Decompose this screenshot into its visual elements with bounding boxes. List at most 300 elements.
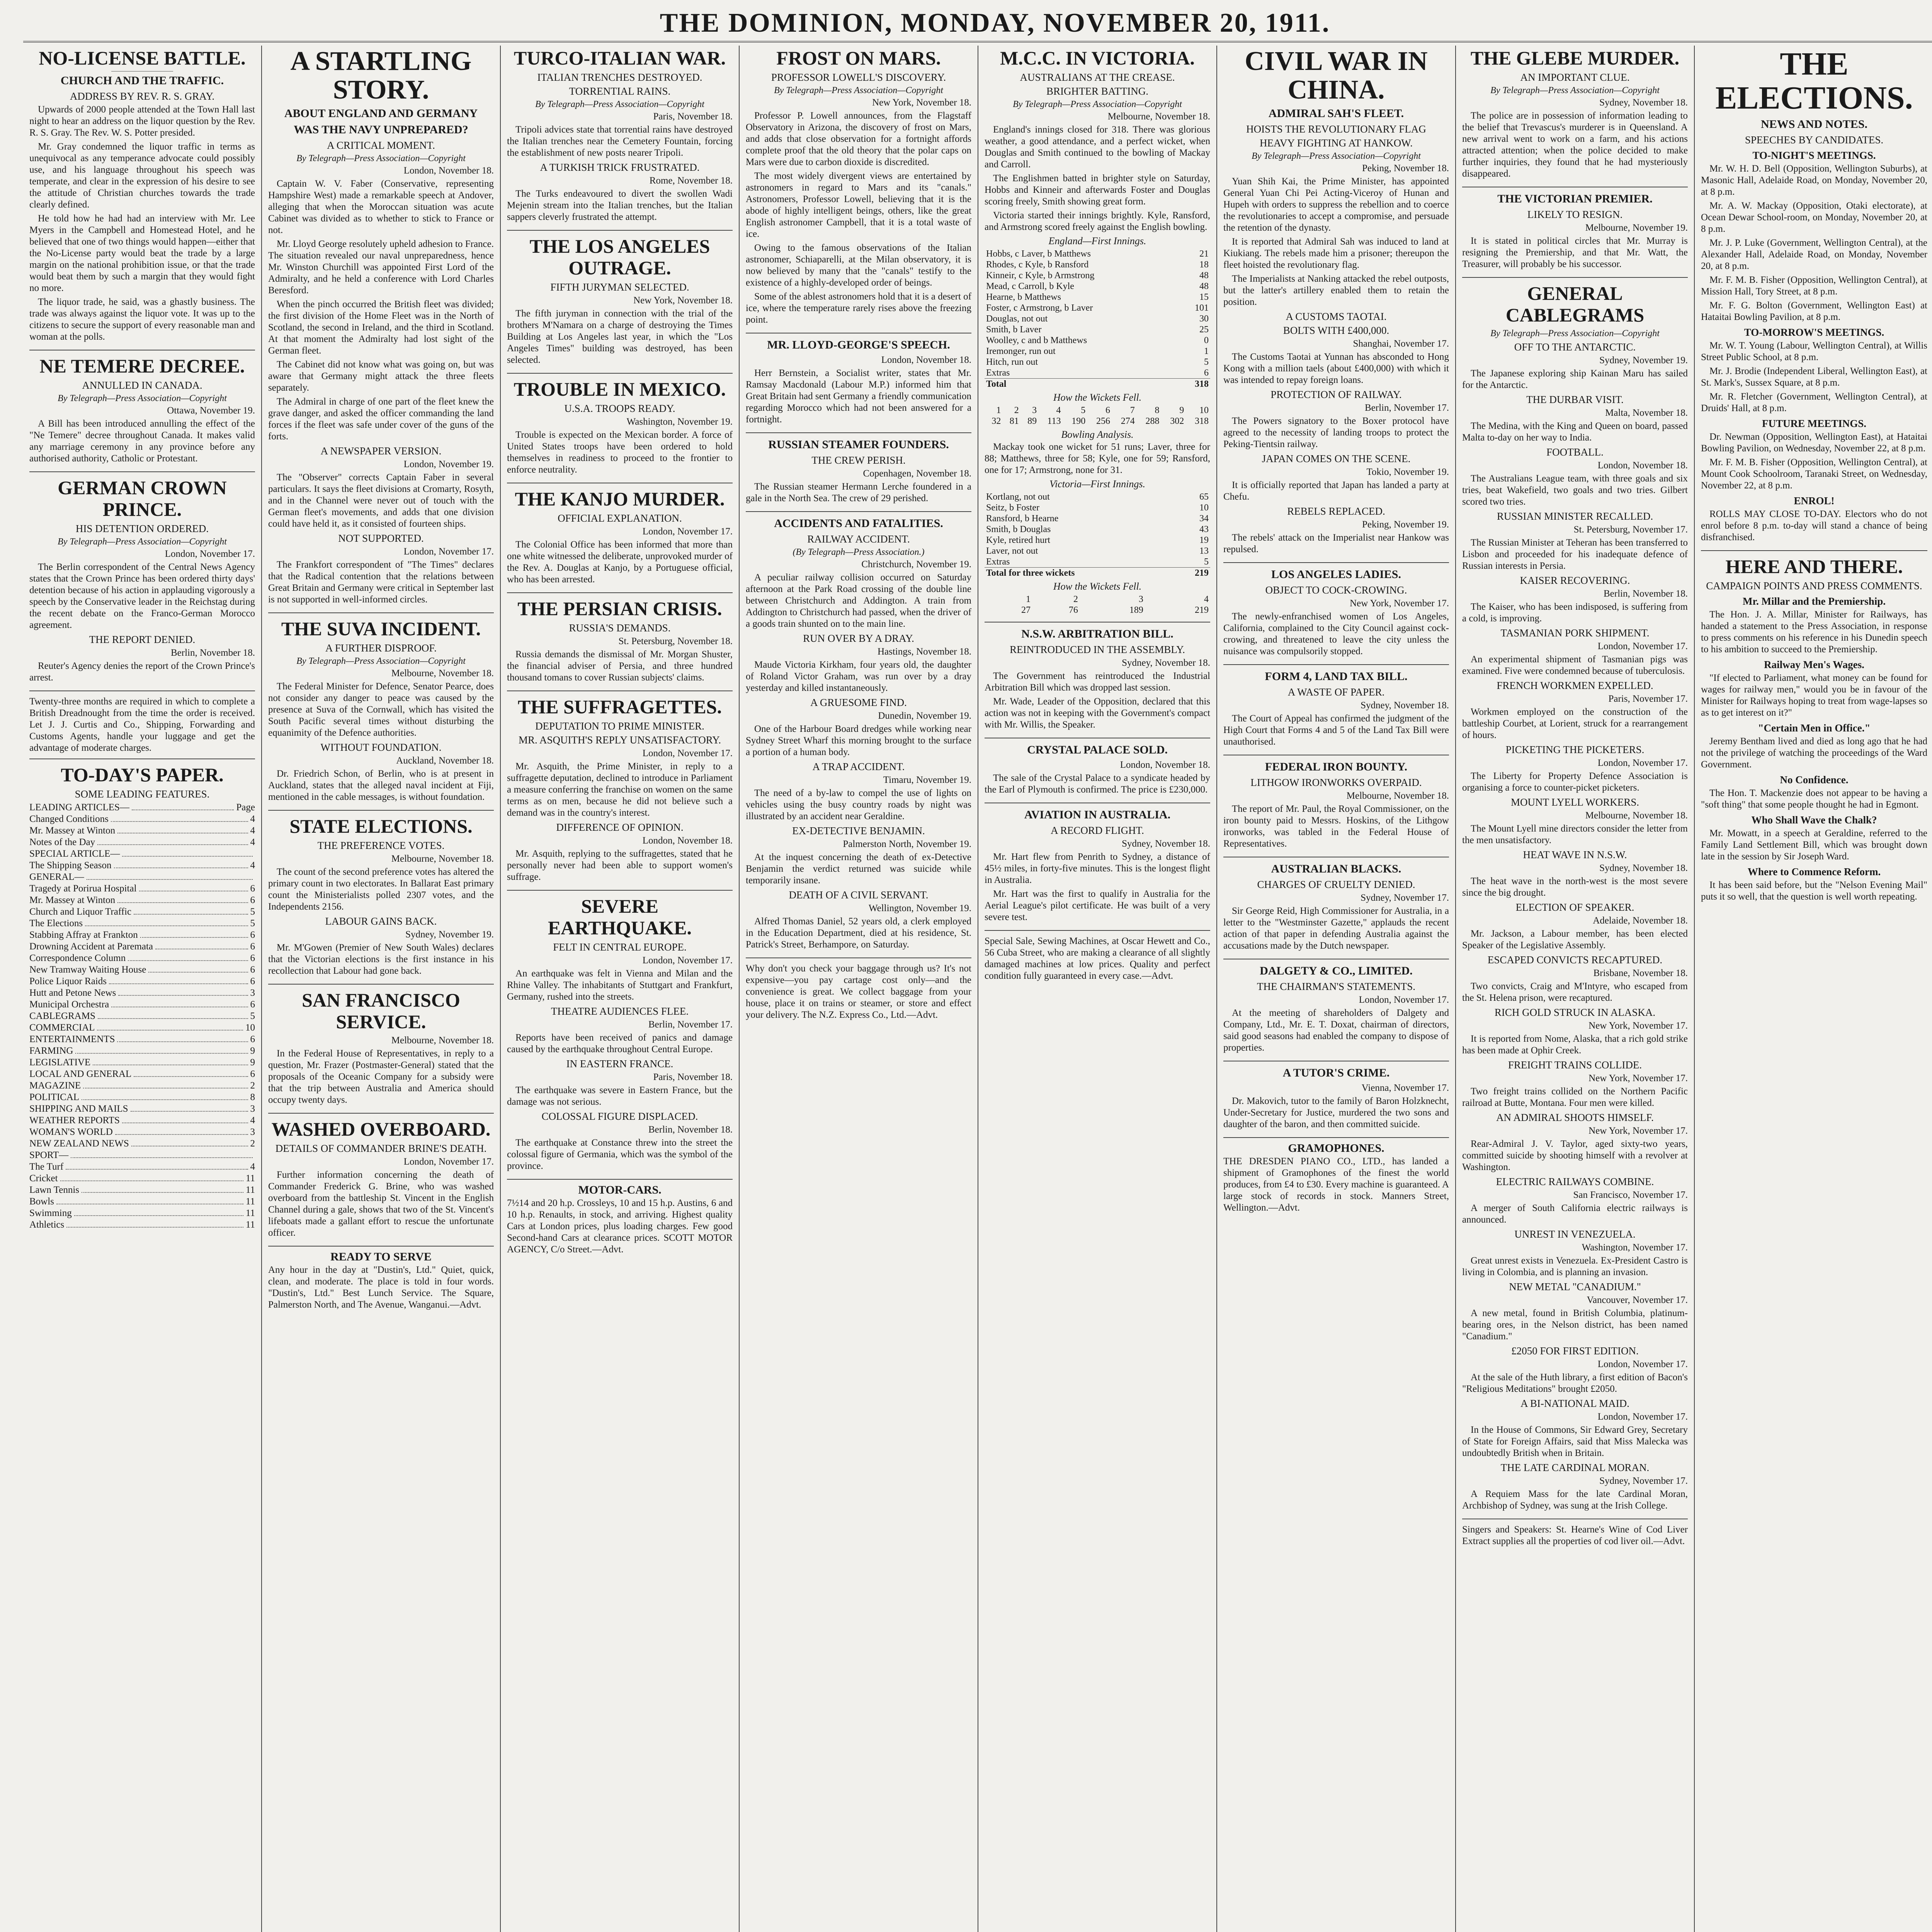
- paragraph: The most widely divergent views are entertained by astronomers in regard to Mars and its "canals." Astronomers, Professor Lowell, believing that it is the abode of highly intelligent beings, others, like the great English astronomer Campbell, that it is a total waste of ice.: [746, 171, 971, 239]
- subheading: LIKELY TO RESIGN.: [1527, 209, 1623, 220]
- paragraph: The Englishmen batted in brighter style on Saturday, Hobbs and Kinneir and afterwards Foster and Douglas scoring freely, Smith showing great form.: [985, 173, 1210, 207]
- ad-title: READY TO SERVE: [330, 1250, 432, 1263]
- subheading: MOUNT LYELL WORKERS.: [1510, 796, 1639, 808]
- dateline: Rome, November 18.: [649, 175, 733, 186]
- headline: CIVIL WAR IN CHINA.: [1245, 46, 1428, 105]
- index-row: [29, 1219, 255, 1231]
- credit-line: By Telegraph—Press Association—Copyright: [58, 537, 227, 547]
- paragraph: Mr. Wade, Leader of the Opposition, declared that this action was not in keeping with the Government's compact with Mr. Willis, the Speaker.: [985, 696, 1210, 730]
- scorecard-title: England—First Innings.: [1048, 235, 1146, 247]
- dateline: Paris, November 17.: [1608, 694, 1688, 704]
- subheading: REINTRODUCED IN THE ASSEMBLY.: [1010, 644, 1185, 655]
- headline: MR. LLOYD-GEORGE'S SPEECH.: [767, 338, 950, 351]
- paragraph: The need of a by-law to compel the use of lights on vehicles using the busy country roads by night was illustrated by an accident near Geraldine.: [746, 788, 971, 821]
- subheading: BRIGHTER BATTING.: [1046, 85, 1148, 97]
- subheading: ANNULLED IN CANADA.: [82, 379, 202, 391]
- paragraph: Mr. M'Gowen (Premier of New South Wales) declares that the Victorian elections is the first instance in his recollection that Labour had gone back.: [268, 942, 494, 976]
- score-row: [985, 324, 1210, 335]
- paragraph: Reuter's Agency denies the report of the Crown Prince's arrest.: [29, 661, 255, 683]
- subheading: AN ADMIRAL SHOOTS HIMSELF.: [1496, 1112, 1654, 1123]
- dot-leader: [139, 883, 248, 891]
- subheading: MR. ASQUITH'S REPLY UNSATISFACTORY.: [518, 734, 721, 746]
- section-heading: Who Shall Wave the Chalk?: [1751, 814, 1877, 826]
- dot-leader: [56, 1196, 243, 1204]
- paragraph: The report of Mr. Paul, the Royal Commissioner, on the iron bounty paid to Messrs. Hoskins, of the Lithgow ironworks, was tabled in the Federal House of Representatives.: [1223, 804, 1449, 849]
- subheading: REBELS REPLACED.: [1287, 505, 1385, 517]
- subheading: NEW METAL "CANADIUM.": [1509, 1281, 1641, 1293]
- index-row: [29, 825, 255, 837]
- paragraph: The Mount Lyell mine directors consider the letter from the men unsatisfactory.: [1462, 823, 1688, 845]
- index-label: LEGISLATIVE: [29, 1057, 91, 1068]
- index-label: FARMING: [29, 1046, 73, 1056]
- headline: CRYSTAL PALACE SOLD.: [1027, 743, 1168, 756]
- article-nsw-arbitration-bill: [985, 627, 1210, 738]
- column-6: [1217, 46, 1456, 1932]
- dot-leader: [132, 802, 234, 810]
- paragraph: The liquor trade, he said, was a ghastly business. The trade was always against the liquor vote. It was up to the citizens to secure the support of every reasonable man and woman at the polls.: [29, 297, 255, 342]
- credit-line: By Telegraph—Press Association—Copyright: [296, 153, 466, 163]
- dot-leader: [87, 871, 253, 880]
- index-page: 10: [245, 1022, 255, 1033]
- index-page: 6: [250, 895, 255, 905]
- paragraph: Tripoli advices state that torrential rains have destroyed the Italian trenches near the Cemetery Fountain, forcing the establishment of new posts nearer Tripoli.: [507, 124, 733, 158]
- ad-title: GRAMOPHONES.: [1288, 1142, 1384, 1155]
- dateline: London, November 17.: [1597, 758, 1688, 768]
- subheading: FOOTBALL.: [1546, 446, 1604, 458]
- index-row: [29, 802, 255, 813]
- runs: 34: [1199, 514, 1209, 524]
- wicket-runs: 302: [1170, 416, 1184, 426]
- wicket-number: 6: [1105, 405, 1110, 415]
- paragraph: Yuan Shih Kai, the Prime Minister, has appointed General Yuan Chi Pei Acting-Viceroy of Hunan and Hupeh with orders to suppress the rebellion and to coerce the revolutionaries to accept a compromise, and persuade the retention of the dynasty.: [1223, 176, 1449, 233]
- score-row: [985, 502, 1210, 513]
- index-label: LOCAL AND GENERAL: [29, 1069, 132, 1079]
- subheading: NOT SUPPORTED.: [338, 532, 424, 544]
- dateline: Melbourne, November 18.: [1346, 791, 1449, 801]
- paragraph: The Government has reintroduced the Industrial Arbitration Bill which was dropped last session.: [985, 671, 1210, 693]
- batsman: Hitch, run out: [986, 357, 1038, 367]
- paragraph: Workmen employed on the construction of the battleship Courbet, at Lorient, struck for a rearrangement of hours.: [1462, 707, 1688, 740]
- score-row: [985, 492, 1210, 502]
- subheading: THE CHAIRMAN'S STATEMENTS.: [1257, 981, 1415, 992]
- subheading: DETAILS OF COMMANDER BRINE'S DEATH.: [275, 1143, 487, 1154]
- article-victorian-premier: [1462, 192, 1688, 278]
- index-page: 5: [250, 918, 255, 929]
- paragraph: A Bill has been introduced annulling the effect of the "Ne Temere" decree throughout Canada. It makes valid any marriage ceremony in any province before any authorised authority, Catholic or Protestant.: [29, 418, 255, 464]
- runs: 48: [1199, 270, 1209, 281]
- wicket-runs: 219: [1195, 605, 1209, 615]
- subheading: RUSSIAN MINISTER RECALLED.: [1497, 510, 1653, 522]
- index-page: 6: [250, 964, 255, 975]
- subheading: OFF TO THE ANTARCTIC.: [1514, 341, 1636, 353]
- paragraph: The Colonial Office has been informed that more than one white witnessed the deliberate, unprovoked murder of the Rev. A. Douglas at Kanjo, by a Portuguese official, who has been arrested.: [507, 539, 733, 585]
- runs: 21: [1199, 249, 1209, 259]
- dot-leader: [97, 837, 248, 845]
- dateline: London, November 18.: [642, 835, 733, 846]
- index-label: ENTERTAINMENTS: [29, 1034, 115, 1044]
- dateline: London, November 17.: [165, 549, 255, 559]
- article-lloyd-george-speech: [746, 338, 971, 433]
- wicket-runs-row: [985, 416, 1210, 427]
- paragraph: The police are in possession of information leading to the belief that Trevascus's murderer is in Queensland. A new arrival went to work on a farm, and his actions attracted attention; when the police decided to make further inquiries, they found that he had mysteriously disappeared.: [1462, 111, 1688, 179]
- score-row: [985, 346, 1210, 357]
- headline: FEDERAL IRON BOUNTY.: [1265, 760, 1408, 773]
- section-heading: TO-MORROW'S MEETINGS.: [1744, 327, 1884, 338]
- article-ne-temere-decree: [29, 355, 255, 472]
- dot-leader: [66, 1219, 243, 1228]
- advertisement-gramophones: [1223, 1143, 1449, 1218]
- index-row: [29, 1080, 255, 1092]
- subheading: SOME LEADING FEATURES.: [75, 788, 210, 800]
- paragraph: The earthquake was severe in Eastern France, but the damage was not serious.: [507, 1085, 733, 1107]
- dateline: Paris, November 18.: [653, 111, 733, 122]
- dot-leader: [118, 987, 248, 996]
- index-row: [29, 999, 255, 1010]
- dateline: Washington, November 17.: [1582, 1242, 1688, 1253]
- index-label: Notes of the Day: [29, 837, 95, 847]
- index-page: 4: [250, 825, 255, 836]
- section-heading: Where to Commence Reform.: [1747, 866, 1881, 878]
- paragraph: The Admiral in charge of one part of the fleet knew the grave danger, and asked the officer commanding the land forces if the fleet was safe under cover of the guns of the forts.: [268, 396, 494, 442]
- subheading: FELT IN CENTRAL EUROPE.: [553, 941, 687, 953]
- runs: 1: [1204, 346, 1209, 356]
- paragraph: At the meeting of shareholders of Dalgety and Company, Ltd., Mr. E. T. Doxat, chairman of directors, said good seasons had enabled the company to dispose of properties.: [1223, 1008, 1449, 1053]
- headline: THE SUFFRAGETTES.: [518, 696, 722, 718]
- headline: NO-LICENSE BATTLE.: [39, 47, 246, 69]
- dateline: Berlin, November 17.: [1364, 403, 1449, 413]
- paragraph: Dr. Friedrich Schon, of Berlin, who is at present in Auckland, states that the alleged naval incident at Fiji, mentioned in the cable messages, is without foundation.: [268, 769, 494, 802]
- dateline: Sydney, November 18.: [1599, 863, 1688, 873]
- paragraph: Mr. Hart was the first to qualify in Australia for the Aerial League's pilot certificate. He was built of a very severe test.: [985, 889, 1210, 922]
- score-row: [985, 524, 1210, 535]
- index-label: Bowls: [29, 1196, 54, 1207]
- paragraph: The Court of Appeal has confirmed the judgment of the High Court that Forms 4 and 5 of the Land Tax Bill were unauthorised.: [1223, 713, 1449, 747]
- dateline: Paris, November 18.: [653, 1072, 733, 1082]
- index-page: 6: [250, 976, 255, 986]
- subheading: ELECTION OF SPEAKER.: [1515, 901, 1634, 913]
- dot-leader: [71, 1150, 253, 1158]
- dateline: New York, November 17.: [1350, 598, 1449, 609]
- subheading: A TURKISH TRICK FRUSTRATED.: [540, 162, 700, 173]
- paragraph: Mr. J. P. Luke (Government, Wellington Central), at the Alexander Hall, Adelaide Road, on Monday, November 20, at 8 p.m.: [1701, 238, 1927, 271]
- subheading: LABOUR GAINS BACK.: [325, 915, 437, 927]
- paragraph: Owing to the famous observations of the Italian astronomer, Schiaparelli, at the Milan observatory, it is now believed by many that the "canals" testify to the existence of a highly-developed order of beings.: [746, 243, 971, 288]
- wicket-number: 9: [1179, 405, 1184, 415]
- article-dalgety: [1223, 964, 1449, 1061]
- score-row: [985, 270, 1210, 281]
- paragraph: An experimental shipment of Tasmanian pigs was examined. Five were condemned because of tuberculosis.: [1462, 654, 1688, 676]
- dot-leader: [122, 1115, 248, 1123]
- credit-line: By Telegraph—Press Association—Copyright: [58, 393, 227, 403]
- dateline: Berlin, November 18.: [170, 648, 255, 658]
- dateline: Vancouver, November 17.: [1587, 1295, 1688, 1305]
- section-heading: Mr. Millar and the Premiership.: [1743, 595, 1886, 607]
- score-row: [985, 513, 1210, 524]
- index-label: MAGAZINE: [29, 1080, 81, 1091]
- dot-leader: [114, 860, 248, 868]
- wicket-runs: 89: [1027, 416, 1037, 426]
- batsman: Hobbs, c Laver, b Matthews: [986, 249, 1091, 259]
- index-row: [29, 837, 255, 848]
- paragraph: Dr. Makovich, tutor to the family of Baron Holzknecht, Under-Secretary for Justice, murdered the two sons and daughter of the baron, and then committed suicide.: [1223, 1096, 1449, 1129]
- section-heading: No Confidence.: [1780, 774, 1849, 786]
- index-label: WEATHER REPORTS: [29, 1115, 120, 1126]
- index-label: Tragedy at Porirua Hospital: [29, 883, 137, 894]
- subheading: ITALIAN TRENCHES DESTROYED.: [537, 71, 702, 83]
- batsman: Hearne, b Matthews: [986, 292, 1061, 302]
- headline: A TUTOR'S CRIME.: [1282, 1066, 1390, 1079]
- advertisement-sewing-machines: Special Sale, Sewing Machines, at Oscar Hewett and Co., 56 Cuba Street, who are making a clearance of all slightly damaged machines at low prices. Quality and perfect condition fully guaranteed in every case.—Advt.: [985, 936, 1210, 981]
- runs: 15: [1199, 292, 1209, 302]
- paragraph: Mr. F. G. Bolton (Government, Wellington East) at Hataitai Bowling Pavilion, at 8 p.m.: [1701, 300, 1927, 322]
- score-row: [985, 367, 1210, 379]
- paragraph: The Liberty for Property Defence Association is organising a force to counter-picket picketers.: [1462, 771, 1688, 793]
- dateline: Copenhagen, November 18.: [863, 468, 971, 479]
- runs: 30: [1199, 314, 1209, 324]
- ad-title: MOTOR-CARS.: [578, 1184, 662, 1196]
- headline: TO-DAY'S PAPER.: [61, 764, 224, 786]
- wicket-runs: 32: [992, 416, 1001, 426]
- dateline: Sydney, November 18.: [1122, 658, 1210, 668]
- subheading: LITHGOW IRONWORKS OVERPAID.: [1250, 777, 1422, 788]
- paragraph: The Hon. J. A. Millar, Minister for Railways, has handed a statement to the Press Association, in response to press comments on his reference in his Dunedin speech to his ambition to succeed to the Premiership.: [1701, 609, 1927, 655]
- batsman: Iremonger, run out: [986, 346, 1056, 356]
- dot-leader: [140, 929, 248, 938]
- index-page: 3: [250, 988, 255, 998]
- index-page: Page: [236, 802, 255, 813]
- index-page: 6: [250, 930, 255, 940]
- paragraph: The Medina, with the King and Queen on board, passed Malta to-day on her way to India.: [1462, 421, 1688, 443]
- index-row: [29, 1161, 255, 1173]
- paragraph: Mr. Gray condemned the liquor traffic in terms as unequivocal as any temperance advocate could possibly use, and his language throughout his speech was temperate, and clear in the expression of his desire to see the attitude of Christian churches towards the trade clearly defined.: [29, 141, 255, 210]
- batsman: Seitz, b Foster: [986, 503, 1039, 513]
- subheading: A RECORD FLIGHT.: [1051, 825, 1144, 836]
- runs: 25: [1199, 325, 1209, 335]
- score-row: [985, 556, 1210, 568]
- score-total: [985, 568, 1210, 579]
- subheading: HEAT WAVE IN N.S.W.: [1523, 849, 1627, 861]
- headline: SEVERE EARTHQUAKE.: [548, 895, 692, 939]
- runs: 0: [1204, 335, 1209, 345]
- dateline: London, November 17.: [1597, 1412, 1688, 1422]
- score-row: [985, 335, 1210, 346]
- headline: M.C.C. IN VICTORIA.: [1000, 47, 1195, 69]
- wicket-runs: 190: [1071, 416, 1086, 426]
- index-page: 5: [250, 1011, 255, 1021]
- section-heading: FUTURE MEETINGS.: [1762, 418, 1867, 429]
- index-row: [29, 813, 255, 825]
- subheading: RICH GOLD STRUCK IN ALASKA.: [1494, 1007, 1656, 1018]
- credit-line: By Telegraph—Press Association—Copyright: [1490, 85, 1660, 95]
- subheading: NEWS AND NOTES.: [1761, 118, 1867, 131]
- article-san-francisco-service: [268, 989, 494, 1114]
- columns: [23, 46, 1932, 1932]
- index-page: 6: [250, 941, 255, 952]
- paragraph: At the inquest concerning the death of ex-Detective Benjamin the verdict returned was suicide while temporarily insane.: [746, 852, 971, 886]
- wicket-number-row: [985, 594, 1210, 605]
- credit-line: (By Telegraph—Press Association.): [793, 547, 925, 557]
- dateline: Sydney, November 19.: [1599, 355, 1688, 366]
- advertisement-cod-liver: Singers and Speakers: St. Hearne's Wine of Cod Liver Extract supplies all the properties of cod liver oil.—Advt.: [1462, 1524, 1688, 1546]
- paragraph: It has been said before, but the "Nelson Evening Mail" puts it so well, that the question is well worth repeating.: [1701, 880, 1927, 902]
- column-1: [23, 46, 262, 1932]
- total-value: 219: [1175, 568, 1210, 579]
- article-persian-crisis: [507, 598, 733, 691]
- subheading: JAPAN COMES ON THE SCENE.: [1262, 453, 1411, 464]
- article-startling-story: [268, 47, 494, 613]
- headline: FORM 4, LAND TAX BILL.: [1265, 670, 1408, 683]
- paragraph: In the House of Commons, Sir Edward Grey, Secretary of State for Foreign Affairs, said that Miss Malecka was undoubtedly British when in Britain.: [1462, 1425, 1688, 1458]
- victoria-fall-of-wickets: [985, 594, 1210, 616]
- dateline: Malta, November 18.: [1605, 408, 1688, 418]
- article-here-and-there: [1701, 556, 1927, 910]
- wicket-runs: 274: [1121, 416, 1135, 426]
- wicket-number: 1: [996, 405, 1001, 415]
- batsman: Mead, c Carroll, b Kyle: [986, 281, 1074, 291]
- dot-leader: [131, 1103, 248, 1112]
- subheading: DIFFERENCE OF OPINION.: [556, 821, 684, 833]
- score-row: [985, 357, 1210, 367]
- dateline: Ottawa, November 19.: [167, 405, 255, 416]
- runs: 19: [1199, 535, 1209, 545]
- paragraph: The Customs Taotai at Yunnan has absconded to Hong Kong with a million taels (about £400,000) with which it was intended to repay foreign loans.: [1223, 352, 1449, 385]
- index-label: SPORT—: [29, 1150, 69, 1160]
- runs: 48: [1199, 281, 1209, 291]
- feature-index-list: [29, 802, 255, 1231]
- credit-line: By Telegraph—Press Association—Copyright: [1013, 99, 1182, 109]
- subheading: THE PREFERENCE VOTES.: [317, 840, 445, 851]
- paragraph: The Russian Minister at Teheran has been transferred to Lisbon and proceeded for his inadequate defence of Russian interests in Persia.: [1462, 537, 1688, 571]
- article-trouble-in-mexico: [507, 378, 733, 483]
- paragraph: Captain W. V. Faber (Conservative, representing Hampshire West) made a remarkable speech at Andover, alleging that when the Moroccan situation was acute Cabinet was divided as to whether to stick to France or not.: [268, 179, 494, 235]
- index-page: 8: [250, 1092, 255, 1102]
- index-row: [29, 1150, 255, 1161]
- headline: A STARTLING STORY.: [290, 46, 472, 105]
- wicket-number: 4: [1056, 405, 1061, 415]
- index-row: [29, 1173, 255, 1184]
- article-land-tax-bill: [1223, 670, 1449, 755]
- headline: TROUBLE IN MEXICO.: [514, 378, 726, 400]
- article-aviation-in-australia: [985, 808, 1210, 931]
- dateline: New York, November 17.: [1588, 1126, 1688, 1136]
- subheading: WITHOUT FOUNDATION.: [320, 742, 442, 753]
- subheading: WAS THE NAVY UNPREPARED?: [294, 123, 468, 136]
- subheading: IN EASTERN FRANCE.: [566, 1058, 673, 1070]
- dot-leader: [134, 906, 248, 915]
- index-label: Stabbing Affray at Frankton: [29, 930, 138, 940]
- subheading: THE LATE CARDINAL MORAN.: [1500, 1462, 1650, 1473]
- paragraph: Maude Victoria Kirkham, four years old, the daughter of Roland Victor Graham, was run over by a dray yesterday and killed instantaneously.: [746, 660, 971, 693]
- dot-leader: [98, 1010, 248, 1019]
- paragraph: Two freight trains collided on the Northern Pacific railroad at Butte, Montana. Four men were killed.: [1462, 1086, 1688, 1108]
- index-page: 3: [250, 1127, 255, 1137]
- index-row: [29, 848, 255, 860]
- index-label: Athletics: [29, 1219, 65, 1230]
- dateline: Berlin, November 18.: [648, 1124, 733, 1135]
- wicket-runs-row: [985, 605, 1210, 616]
- dateline: London, November 17.: [403, 546, 494, 557]
- paragraph: A Requiem Mass for the late Cardinal Moran, Archbishop of Sydney, was sung at the Irish College.: [1462, 1489, 1688, 1511]
- subheading: THEATRE AUDIENCES FLEE.: [551, 1005, 689, 1017]
- wicket-runs: 189: [1129, 605, 1143, 615]
- score-row: [985, 313, 1210, 324]
- article-suffragettes: [507, 696, 733, 891]
- batsman: Woolley, c and b Matthews: [986, 335, 1087, 345]
- dateline: London, November 18.: [403, 165, 494, 176]
- credit-line: By Telegraph—Press Association—Copyright: [535, 99, 704, 109]
- subheading: AUSTRALIANS AT THE CREASE.: [1020, 71, 1175, 83]
- subheading: A BI-NATIONAL MAID.: [1520, 1398, 1629, 1409]
- credit-line: By Telegraph—Press Association—Copyright: [774, 85, 943, 95]
- section-heading: "Certain Men in Office.": [1758, 722, 1871, 734]
- paragraph: The heat wave in the north-west is the most severe since the big drought.: [1462, 876, 1688, 898]
- dot-leader: [131, 1138, 248, 1146]
- runs: 5: [1204, 557, 1209, 567]
- index-page: 4: [250, 837, 255, 847]
- subheading: UNREST IN VENEZUELA.: [1514, 1228, 1636, 1240]
- paragraph: Reports have been received of panics and damage caused by the earthquake throughout Central Europe.: [507, 1032, 733, 1054]
- dateline: New York, November 17.: [1588, 1073, 1688, 1083]
- headline: THE LOS ANGELES OUTRAGE.: [529, 235, 710, 279]
- wicket-number: 7: [1130, 405, 1135, 415]
- wicket-number: 3: [1032, 405, 1037, 415]
- dateline: Adelaide, November 18.: [1593, 915, 1688, 926]
- dateline: Sydney, November 18.: [1361, 700, 1449, 711]
- index-row: [29, 1138, 255, 1150]
- paragraph: Mr. J. Brodie (Independent Liberal, Wellington East), at St. Mark's, Sussex Square, at 8 p.m.: [1701, 366, 1927, 388]
- paragraph: The Federal Minister for Defence, Senator Pearce, does not consider any danger to peace was caused by the presence at Suva of the Cornwall, which has visited the South Pacific several times without disturbing the equanimity of the Defence authorities.: [268, 681, 494, 738]
- index-row: [29, 1010, 255, 1022]
- index-row: [29, 1208, 255, 1219]
- subheading: OBJECT TO COCK-CROWING.: [1265, 584, 1407, 596]
- index-label: LEADING ARTICLES—: [29, 802, 129, 813]
- index-row: [29, 871, 255, 883]
- index-row: [29, 941, 255, 952]
- paragraph: Mr. W. T. Young (Labour, Wellington Central), at Willis Street Public School, at 8 p.m.: [1701, 340, 1927, 362]
- index-page: 4: [250, 860, 255, 871]
- subheading: A WASTE OF PAPER.: [1287, 686, 1385, 698]
- article-russian-steamer: [746, 438, 971, 512]
- subheading: ESCAPED CONVICTS RECAPTURED.: [1487, 954, 1663, 966]
- dot-leader: [93, 1057, 248, 1065]
- dot-leader: [82, 1184, 243, 1193]
- cablegram-items: [1462, 341, 1688, 1512]
- paragraph: Upwards of 2000 people attended at the Town Hall last night to hear an address on the liquor question by the Rev. R. S. Gray. The Rev. W. S. Potter presided.: [29, 104, 255, 138]
- headline: AUSTRALIAN BLACKS.: [1271, 862, 1401, 875]
- ad-body: THE DRESDEN PIANO CO., LTD., has landed a shipment of Gramophones of the finest the world produces, from £4 to £30. Every machine is guaranteed. A large stock of records in stock. Manners Street, Wellington.—Advt.: [1223, 1156, 1449, 1213]
- paragraph: The newly-enfranchised women of Los Angeles, California, complained to the City Council against cock-crowing, and threatened to leave the city unless the nuisance was compulsorily stopped.: [1223, 611, 1449, 656]
- headline: RUSSIAN STEAMER FOUNDERS.: [768, 438, 949, 451]
- subheading: PROTECTION OF RAILWAY.: [1270, 389, 1402, 400]
- index-row: [29, 918, 255, 929]
- paragraph: The sale of the Crystal Palace to a syndicate headed by the Earl of Plymouth is confirmed. The price is £230,000.: [985, 773, 1210, 795]
- paragraph: The Hon. T. Mackenzie does not appear to be having a "soft thing" that some people thought he had in Egmont.: [1701, 788, 1927, 810]
- dateline: Melbourne, November 18.: [391, 854, 494, 864]
- index-label: Correspondence Column: [29, 953, 126, 963]
- index-label: New Tramway Waiting House: [29, 964, 146, 975]
- paragraph: Professor P. Lowell announces, from the Flagstaff Observatory in Arizona, the discovery of frost on Mars, and adds that close observation for a fortnight affords complete proof that the old theory that the polar caps on Mars were due to carbon dioxide is discredited.: [746, 111, 971, 167]
- paragraph: Mr. Asquith, replying to the suffragettes, stated that he personally never had been able to support women's suffrage.: [507, 849, 733, 882]
- index-label: COMMERCIAL: [29, 1022, 95, 1033]
- subheading: FIFTH JURYMAN SELECTED.: [550, 281, 689, 293]
- ad-body: 7½14 and 20 h.p. Crossleys, 10 and 15 h.p. Austins, 6 and 10 h.p. Renaults, in stock, and arriving. Highest quality Cars at London prices, plus loading charges. Few good Second-hand Cars at clearance prices. SCOTT MOTOR AGENCY, C/o Street.—Advt.: [507, 1198, 733, 1255]
- score-row: [985, 248, 1210, 259]
- paragraph: A new metal, found in British Columbia, platinum-bearing ores, in the Nelson district, has been named "Canadium.": [1462, 1308, 1688, 1342]
- bowling-title: Bowling Analysis.: [1061, 429, 1134, 440]
- paragraph: Mr. R. Fletcher (Government, Wellington Central), at Druids' Hall, at 8 p.m.: [1701, 391, 1927, 413]
- paragraph: It is stated in political circles that Mr. Murray is resigning the Premiership, and that Mr. Watt, the Treasurer, will probably be his successor.: [1462, 236, 1688, 269]
- batsman: Extras: [986, 557, 1010, 567]
